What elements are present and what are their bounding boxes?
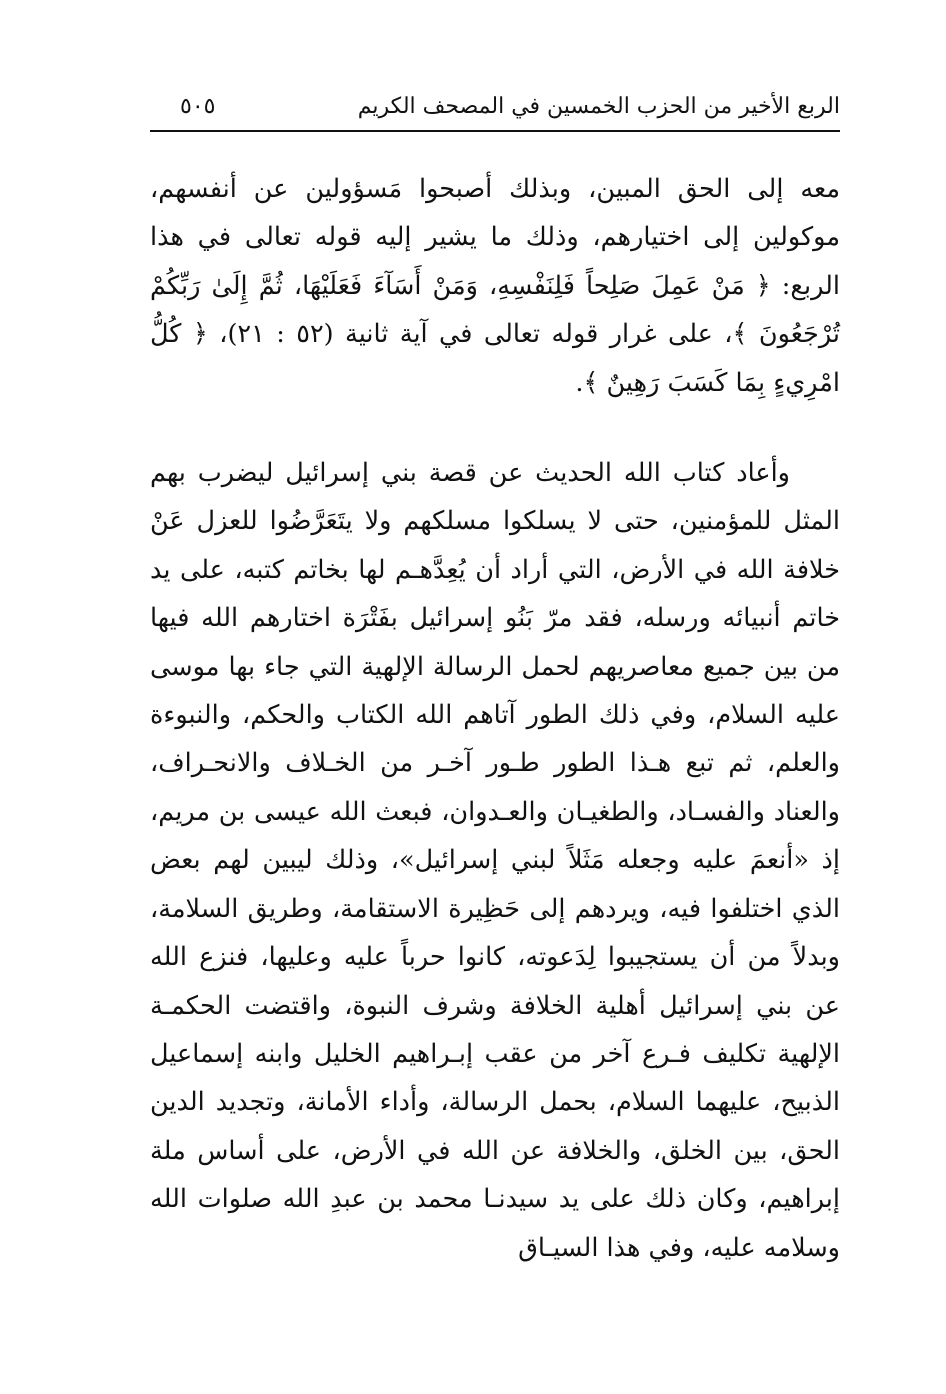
page-number: ٥٠٥ bbox=[180, 94, 216, 119]
header-divider bbox=[150, 130, 840, 132]
body-text bbox=[150, 165, 840, 1272]
running-header bbox=[150, 92, 840, 128]
running-header-title: الربع الأخير من الحزب الخمسين في المصحف الكريم bbox=[357, 94, 840, 119]
paragraph-2: وأعاد كتاب الله الحديث عن قصة بني إسرائيل ليضرب بهم المثل للمؤمنين، حتى لا يسلكوا مسلكهم ولا يتَعَرَّضُوا للعزل عَنْ خلافة الله في الأرض، التي أراد أن يُعِدَّهـم لها بخاتم كتبه، على يد خاتم أنبيائه ورسله، فقد مرّ بَنُو إسرائيل بفَتْرَة اختارهم الله فيها من بين جميع معاصريهم لحمل الرسالة الإلهية التي جاء بها موسى عليه السلام، وفي ذلك الطور آتاهم الله الكتاب والحكم، والنبوءة والعلم، ثم تبع هـذا الطور طـور آخـر من الخـلاف والانحـراف، والعناد والفسـاد، والطغيـان والعـدوان، فبعث الله عيسى بن مريم، إذ «أنعمَ عليه وجعله مَثَلاً لبني إسرائيل»، وذلك ليبين لهم بعض الذي اختلفوا فيه، ويردهم إلى حَظِيرة الاستقامة، وطريق السلامة، وبدلاً من أن يستجيبوا لِدَعوته، كانوا حرباً عليه وعليها، فنزع الله عن بني إسرائيل أهلية الخلافة وشرف النبوة، واقتضت الحكمـة الإلهية تكليف فـرع آخر من عقب إبـراهيم الخليل وابنه إسماعيل الذبيح، عليهما السلام، بحمل الرسالة، وأداء الأمانة، وتجديد الدين الحق، بين الخلق، والخلافة عن الله في الأرض، على أساس ملة إبراهيم، وكان ذلك على يد سيدنـا محمد بن عبدِ الله صلوات الله وسلامه عليه، وفي هذا السيـاق bbox=[150, 458, 840, 1263]
paragraph-1: معه إلى الحق المبين، وبذلك أصبحوا مَسؤولين عن أنفسهم، موكولين إلى اختيارهم، وذلك ما يشير إليه قوله تعالى في هذا الربع: ﴿ مَنْ عَمِلَ صَلِحاً فَلِنَفْسِهِ، وَمَنْ أَسَآءَ فَعَلَيْهَا، ثُمَّ إِلَىٰ رَبِّكُمْ تُرْجَعُونَ ﴾، على غرار قوله تعالى في آية ثانية (٥٢ : ٢١)، ﴿ كُلُّ امْرِيءٍ بِمَا كَسَبَ رَهِينٌ ﴾. bbox=[150, 174, 840, 398]
